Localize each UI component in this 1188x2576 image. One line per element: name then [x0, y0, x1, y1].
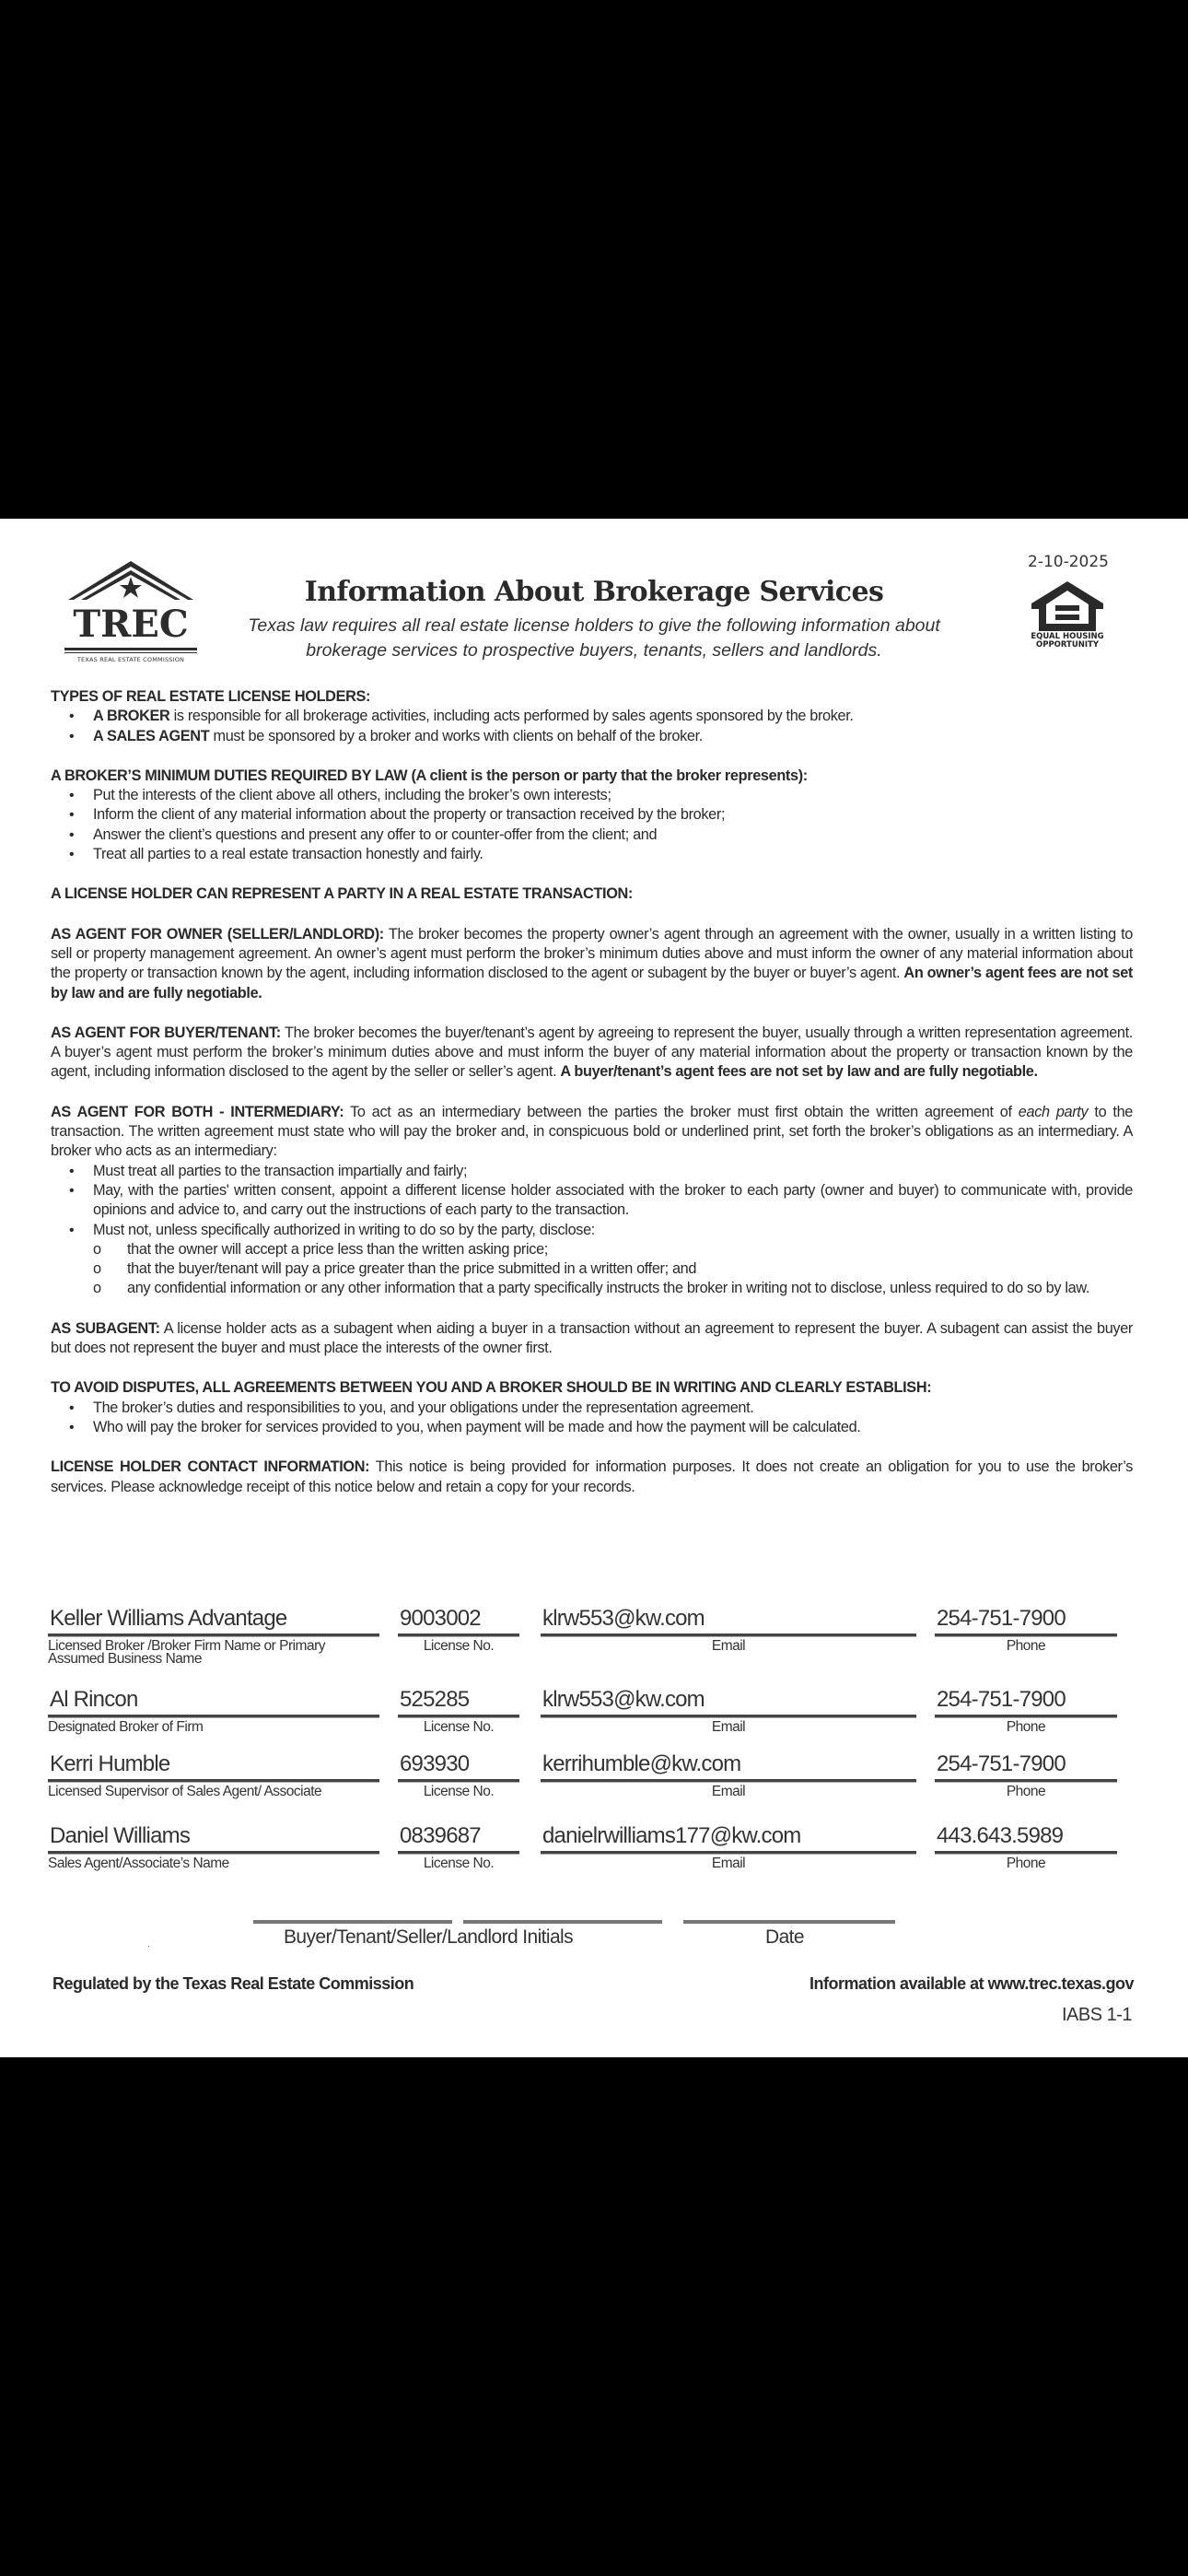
section-label: AS AGENT FOR OWNER (SELLER/LANDLORD):	[51, 925, 384, 943]
logo-text: TREC	[73, 603, 189, 638]
field-label: Phone	[1006, 1784, 1046, 1799]
subtitle-line-2: brokerage services to prospective buyers, tenants, sellers and landlords.	[306, 640, 882, 661]
section-subagent	[51, 1319, 1133, 1359]
phone-field[interactable]: 254-751-7900	[937, 1687, 1066, 1712]
section-label: LICENSE HOLDER CONTACT INFORMATION:	[51, 1458, 370, 1476]
contact-table	[48, 1603, 1135, 1894]
list-item	[51, 1221, 1133, 1299]
list-item	[51, 727, 1133, 746]
list-item: • May, with the parties' written consent, appoint a different license holder associated with the broker to each party (owner and buyer) to communicate with, provide opinions and advice to, and carry out the instructions of each party to the transaction.	[51, 1181, 1133, 1221]
field-underline	[398, 1779, 519, 1783]
section-heading: A BROKER’S MINIMUM DUTIES REQUIRED BY LAW (A client is the person or party that the broker represents):	[51, 767, 808, 784]
term: A BROKER	[93, 708, 170, 725]
field-label: Email	[711, 1719, 746, 1735]
logo-divider	[64, 648, 197, 650]
field-label: Email	[711, 1784, 746, 1799]
initials-field-1[interactable]	[253, 1920, 452, 1924]
email-field[interactable]: klrw553@kw.com	[542, 1687, 705, 1712]
list-item: • Answer the client’s questions and present any offer to or counter-offer from the client; and	[51, 825, 1133, 845]
contact-row-broker-firm	[48, 1603, 1135, 1684]
field-label: Licensed Broker /Broker Firm Name or Primary Assumed Business Name	[48, 1638, 325, 1667]
section-contact-info	[51, 1458, 1133, 1497]
contact-row-designated-broker	[48, 1684, 1135, 1749]
logo-subtext: TEXAS REAL ESTATE COMMISSION	[76, 656, 185, 663]
field-label: Phone	[1006, 1856, 1046, 1871]
subtitle-line-1: Texas law requires all real estate license holders to give the following information about	[248, 615, 940, 636]
list-item: • Who will pay the broker for services provided to you, when payment will be made and how the payment will be calculated.	[51, 1418, 1133, 1437]
email-field[interactable]: danielrwilliams177@kw.com	[542, 1823, 801, 1848]
email-field[interactable]: kerrihumble@kw.com	[542, 1751, 741, 1776]
page-subtitle	[212, 614, 976, 663]
section-label: AS AGENT FOR BOTH - INTERMEDIARY:	[51, 1103, 344, 1120]
contact-row-sales-agent	[48, 1821, 1135, 1894]
sales-agent-name-field[interactable]: Daniel Williams	[50, 1823, 191, 1848]
date-field[interactable]	[683, 1920, 895, 1924]
equal-housing-icon	[1030, 580, 1105, 633]
form-id: IABS 1-1	[1061, 2005, 1132, 2025]
list-item: • Treat all parties to a real estate transaction honestly and fairly.	[51, 845, 1133, 864]
field-label: Email	[711, 1638, 746, 1654]
section-text: to the transaction. The written agreement must state who will pay the broker and, in conspicuous bold or underlined print, set forth the broker’s obligations as an intermediary. A broker who acts as an intermediary:	[51, 1103, 1133, 1160]
section-heading: TO AVOID DISPUTES, ALL AGREEMENTS BETWEEN YOU AND A BROKER SHOULD BE IN WRITING AND CLEARLY ESTABLISH:	[51, 1379, 932, 1397]
section-heading: TYPES OF REAL ESTATE LICENSE HOLDERS:	[51, 688, 371, 705]
field-underline	[398, 1715, 519, 1718]
field-underline	[48, 1851, 379, 1855]
section-bold-text: A buyer/tenant’s agent fees are not set by law and are fully negotiable.	[560, 1063, 1038, 1081]
section-label: AS SUBAGENT:	[51, 1319, 160, 1337]
license-number-field[interactable]: 9003002	[400, 1606, 481, 1631]
field-underline	[935, 1715, 1117, 1718]
initials-field-2[interactable]	[463, 1920, 662, 1924]
section-text: The broker becomes the property owner’s agent through an agreement with the owner, usually in a written listing to sell or property management agreement. An owner’s agent must perform the broker’s minimum duties above and must inform the owner of any material information about the property or transaction known by the agent, including information disclosed to the agent or subagent by the buyer or buyer’s agent.	[51, 925, 1133, 982]
eho-line-2: OPPORTUNITY	[1035, 640, 1099, 650]
document-page	[0, 519, 1188, 2057]
section-owner-agent	[51, 925, 1133, 1003]
document-body	[51, 687, 1133, 1497]
list-item: • The broker’s duties and responsibilities to you, and your obligations under the representation agreement.	[51, 1399, 1133, 1418]
definition: must be sponsored by a broker and works with clients on behalf of the broker.	[209, 727, 703, 744]
field-label: Licensed Supervisor of Sales Agent/ Associate	[48, 1784, 322, 1799]
sub-list-item: o any confidential information or any other information that a party specifically instructs the broker in writing not to disclose, unless required to do so by law.	[93, 1279, 1133, 1298]
form-date: 2-10-2025	[1028, 553, 1109, 571]
section-disputes	[51, 1378, 1133, 1437]
field-underline	[541, 1715, 916, 1718]
sub-list-item: o that the owner will accept a price less than the written asking price;	[93, 1240, 1133, 1259]
footer-regulated: Regulated by the Texas Real Estate Commission	[52, 1974, 414, 1993]
license-number-field[interactable]: 693930	[400, 1751, 470, 1776]
broker-firm-name-field[interactable]: Keller Williams Advantage	[50, 1606, 287, 1631]
phone-field[interactable]: 254-751-7900	[937, 1606, 1066, 1631]
section-heading-represent: A LICENSE HOLDER CAN REPRESENT A PARTY IN A REAL ESTATE TRANSACTION:	[51, 885, 634, 903]
phone-field[interactable]: 254-751-7900	[937, 1751, 1066, 1776]
footer-info-link[interactable]: Information available at www.trec.texas.gov	[809, 1974, 1134, 1993]
field-underline	[398, 1633, 519, 1637]
license-number-field[interactable]: 0839687	[400, 1823, 481, 1848]
list-item	[51, 707, 1133, 726]
section-text: The broker becomes the buyer/tenant’s agent by agreeing to represent the buyer, usually through a written representation agreement. A buyer’s agent must perform the broker’s minimum duties above and must inform the buyer of any material information about the property or transaction known by the agent, including information disclosed to the agent by the seller or seller’s agent.	[51, 1024, 1133, 1081]
sub-list-item: o that the buyer/tenant will pay a price greater than the price submitted in a written offer; and	[93, 1259, 1133, 1279]
field-label: License No.	[423, 1638, 495, 1654]
field-underline	[48, 1715, 379, 1718]
list-item: • Must treat all parties to the transaction impartially and fairly;	[51, 1162, 1133, 1181]
field-label: Phone	[1006, 1638, 1046, 1654]
list-item: • Inform the client of any material information about the property or transaction received by the broker;	[51, 805, 1133, 825]
email-field[interactable]: klrw553@kw.com	[542, 1606, 705, 1631]
section-text: To act as an intermediary between the parties the broker must first obtain the written agreement of	[344, 1103, 1019, 1120]
section-bold-text: An owner’s agent fees are not set by law and are fully negotiable.	[51, 965, 1133, 1001]
field-underline	[48, 1633, 379, 1637]
section-italic-text: each party	[1018, 1103, 1089, 1120]
field-underline	[398, 1851, 519, 1855]
field-label: Sales Agent/Associate’s Name	[48, 1856, 229, 1871]
page-title: Information About Brokerage Services	[304, 576, 884, 608]
section-text: This notice is being provided for information purposes. It does not create an obligation for you to use the broker’s services. Please acknowledge receipt of this notice below and retain a copy for your records.	[51, 1458, 1133, 1495]
field-underline	[541, 1851, 916, 1855]
section-buyer-agent	[51, 1024, 1133, 1083]
logo-divider-thin	[64, 652, 197, 653]
trec-logo-icon	[64, 559, 197, 638]
phone-field[interactable]: 443.643.5989	[937, 1823, 1064, 1848]
eho-line-1: EQUAL HOUSING	[1031, 632, 1104, 641]
definition: is responsible for all brokerage activities, including acts performed by sales agents sponsored by the broker.	[169, 708, 854, 725]
section-intermediary	[51, 1103, 1133, 1299]
field-underline	[48, 1779, 379, 1783]
list-item: • Put the interests of the client above all others, including the broker’s own interests;	[51, 786, 1133, 805]
initials-label: Buyer/Tenant/Seller/Landlord Initials	[284, 1926, 573, 1948]
designated-broker-field[interactable]: Al Rincon	[50, 1687, 138, 1712]
supervisor-field[interactable]: Kerri Humble	[50, 1751, 170, 1776]
section-text: A license holder acts as a subagent when aiding a buyer in a transaction without an agreement to represent the buyer. A subagent can assist the buyer but does not represent the buyer and must place the interests of the owner first.	[51, 1319, 1133, 1357]
field-underline	[935, 1633, 1117, 1637]
field-label: Phone	[1006, 1719, 1046, 1735]
contact-row-supervisor	[48, 1749, 1135, 1821]
field-label: Email	[711, 1856, 746, 1871]
equal-housing-text	[1026, 633, 1109, 650]
section-types	[51, 687, 1133, 746]
field-underline	[935, 1779, 1117, 1783]
field-label: Designated Broker of Firm	[48, 1719, 204, 1735]
field-underline	[541, 1633, 916, 1637]
license-number-field[interactable]: 525285	[400, 1687, 470, 1712]
section-label: AS AGENT FOR BUYER/TENANT:	[51, 1024, 281, 1041]
section-duties	[51, 767, 1133, 864]
list-item-text: Must not, unless specifically authorized in writing to do so by the party, disclose:	[93, 1221, 595, 1238]
field-label: License No.	[423, 1856, 495, 1871]
field-underline	[935, 1851, 1117, 1855]
field-underline	[541, 1779, 916, 1783]
date-label: Date	[765, 1926, 804, 1948]
field-label: License No.	[423, 1719, 495, 1735]
stray-mark: .	[147, 1939, 150, 1950]
term: A SALES AGENT	[93, 727, 210, 744]
field-label: License No.	[423, 1784, 495, 1799]
